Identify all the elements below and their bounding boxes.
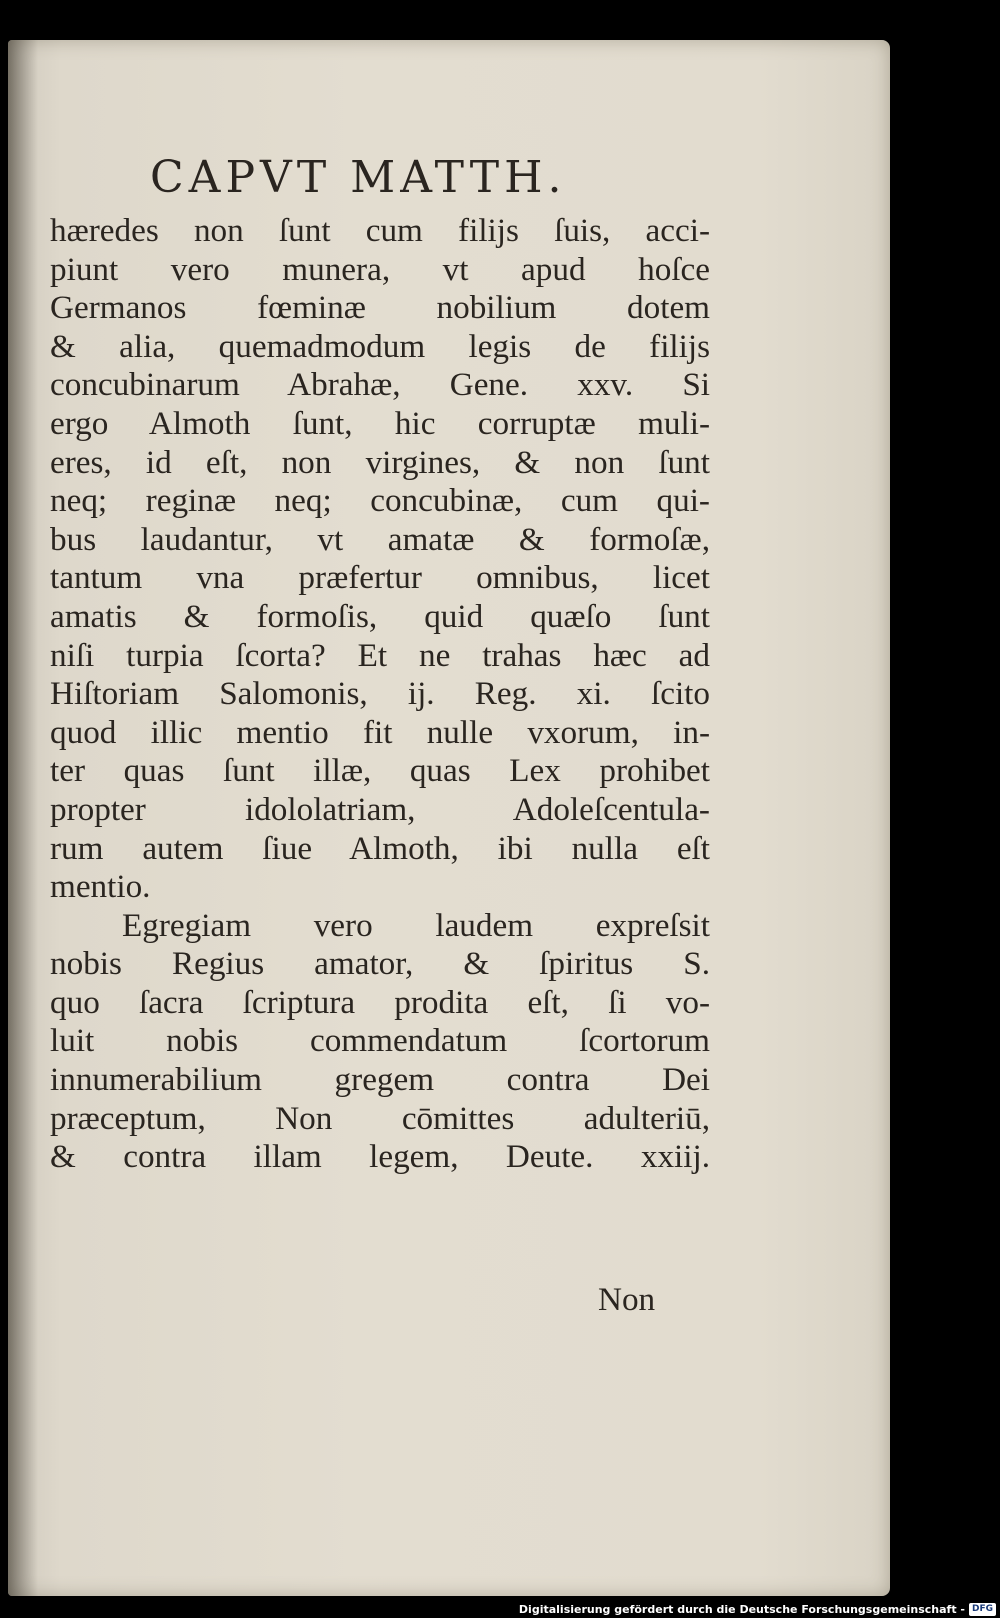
text-line: bus laudantur, vt amatæ & formoſæ,	[50, 520, 710, 558]
paragraph-first-line: Egregiam vero laudem expreſsit	[122, 906, 710, 944]
dfg-logo: DFG	[969, 1603, 996, 1616]
text-line: tantum vna præfertur omnibus, licet	[50, 559, 710, 597]
text-line: & contra illam legem, Deute. xxiij.	[50, 1138, 710, 1176]
digitization-footer	[511, 1600, 1000, 1618]
footer-credit: Digitalisierung gefördert durch die Deutsche Forschungsgemeinschaft -	[518, 1602, 965, 1616]
text-line: mentio.	[50, 868, 151, 906]
text-line: Hiſtoriam Salomonis, ij. Reg. xi. ſcito	[50, 675, 710, 713]
text-line: eres, id eſt, non virgines, & non ſunt	[50, 443, 710, 481]
text-line: Germanos fœminæ nobilium dotem	[50, 289, 710, 327]
text-line: ter quas ſunt illæ, quas Lex prohibet	[50, 752, 710, 790]
text-line: quod illic mentio fit nulle vxorum, in-	[50, 713, 710, 751]
text-line: rum autem ſiue Almoth, ibi nulla eſt	[50, 829, 710, 867]
text-line: nobis Regius amator, & ſpiritus S.	[50, 945, 710, 983]
text-line: luit nobis commendatum ſcortorum	[50, 1022, 710, 1060]
text-line: concubinarum Abrahæ, Gene. xxv. Si	[50, 366, 710, 404]
text-line: præceptum, Non cōmittes adulteriū,	[50, 1099, 710, 1137]
text-line: & alia, quemadmodum legis de filijs	[50, 327, 710, 365]
running-head: CAPVT MATTH.	[150, 152, 567, 203]
catchword: Non	[598, 1281, 656, 1318]
text-line: innumerabilium gregem contra Dei	[50, 1061, 710, 1099]
text-line: amatis & formoſis, quid quæſo ſunt	[50, 597, 710, 635]
text-line: propter idololatriam, Adoleſcentula-	[50, 790, 710, 828]
text-line: neq; reginæ neq; concubinæ, cum qui-	[50, 482, 710, 520]
text-line: ergo Almoth ſunt, hic corruptæ muli-	[50, 404, 710, 442]
spine-shadow	[8, 40, 38, 1596]
text-line: piunt vero munera, vt apud hoſce	[50, 250, 710, 288]
text-line: quo ſacra ſcriptura prodita eſt, ſi vo-	[50, 983, 710, 1021]
text-line: niſi turpia ſcorta? Et ne trahas hæc ad	[50, 636, 710, 674]
text-line: hæredes non ſunt cum filijs ſuis, acci-	[50, 212, 710, 249]
text-block	[50, 212, 710, 1177]
